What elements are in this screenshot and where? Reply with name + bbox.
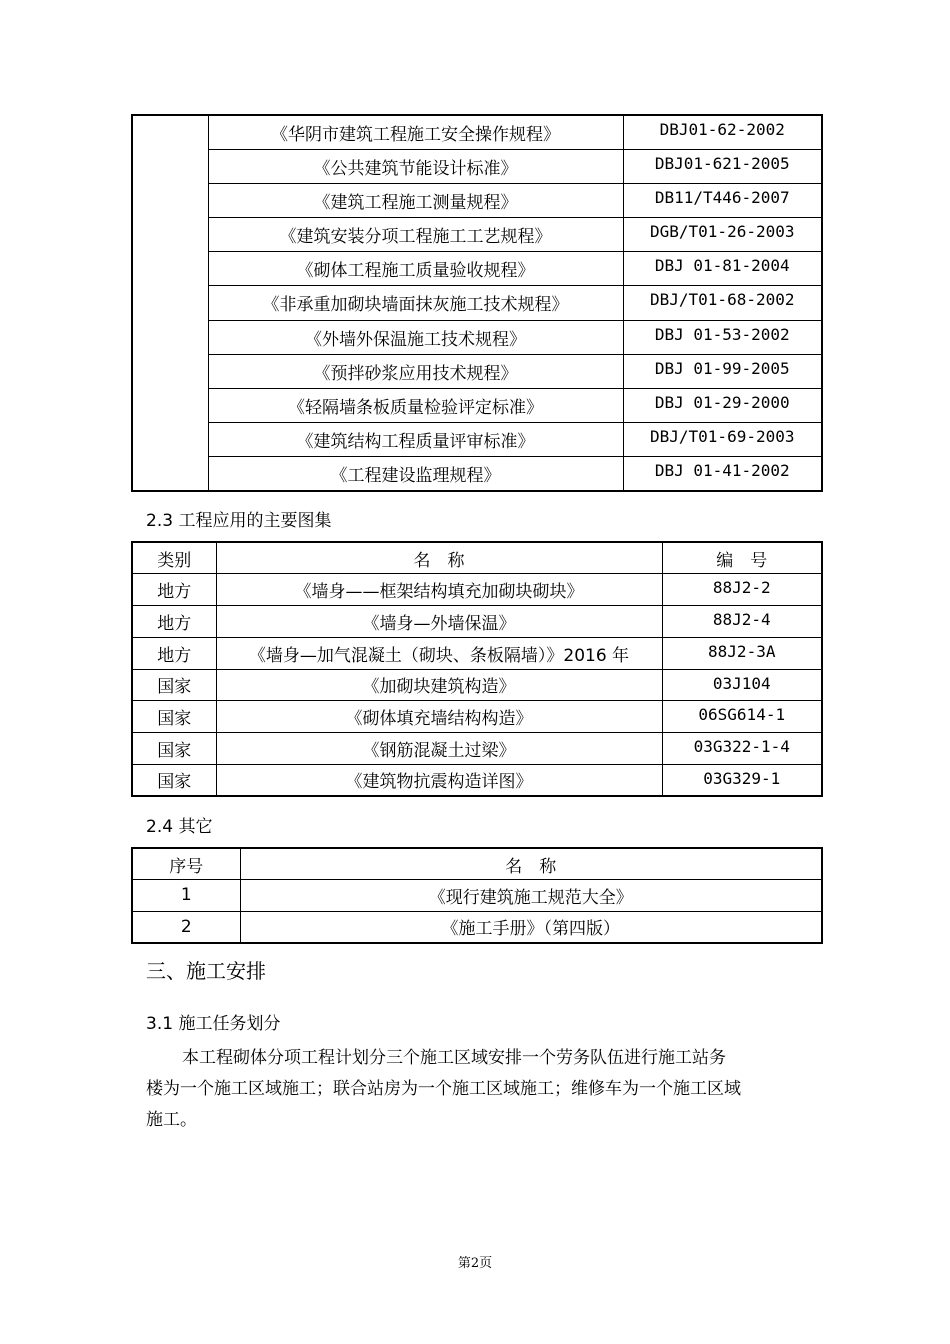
atlas-number: 88J2-2 bbox=[662, 574, 822, 606]
table-row bbox=[132, 764, 822, 796]
table-row bbox=[132, 606, 822, 638]
atlas-heading: 2.3 工程应用的主要图集 bbox=[146, 511, 332, 531]
atlas-number: 88J2-3A bbox=[662, 637, 822, 669]
standard-code: DBJ/T01-69-2003 bbox=[623, 423, 822, 457]
atlas-number: 03G322-1-4 bbox=[662, 733, 822, 765]
standard-code: DBJ 01-53-2002 bbox=[623, 320, 822, 354]
other-name: 《施工手册》（第四版） bbox=[240, 911, 822, 943]
standard-code: DBJ 01-29-2000 bbox=[623, 388, 822, 422]
page-number: 第2页 bbox=[457, 1256, 493, 1271]
table-row bbox=[132, 286, 822, 320]
atlas-number: 03G329-1 bbox=[662, 764, 822, 796]
atlas-name: 《墙身—外墙保温》 bbox=[216, 606, 662, 638]
atlas-name: 《钢筋混凝土过梁》 bbox=[216, 733, 662, 765]
other-table bbox=[131, 847, 823, 944]
atlas-number: 88J2-4 bbox=[662, 606, 822, 638]
atlas-table bbox=[131, 541, 823, 797]
standards-table bbox=[131, 114, 823, 492]
atlas-category: 地方 bbox=[132, 574, 216, 606]
other-header-index: 序号 bbox=[132, 848, 240, 880]
table-row bbox=[132, 457, 822, 491]
table-row bbox=[132, 252, 822, 286]
standard-name: 《华阴市建筑工程施工安全操作规程》 bbox=[208, 115, 623, 149]
table-row bbox=[132, 423, 822, 457]
atlas-number: 06SG614-1 bbox=[662, 701, 822, 733]
table-row bbox=[132, 911, 822, 943]
standard-name: 《非承重加砌块墙面抹灰施工技术规程》 bbox=[208, 286, 623, 320]
standard-name: 《预拌砂浆应用技术规程》 bbox=[208, 354, 623, 388]
atlas-category: 国家 bbox=[132, 764, 216, 796]
standard-code: DBJ 01-41-2002 bbox=[623, 457, 822, 491]
other-heading: 2.4 其它 bbox=[146, 817, 213, 837]
standard-name: 《公共建筑节能设计标准》 bbox=[208, 149, 623, 183]
other-index: 1 bbox=[132, 880, 240, 912]
table-row bbox=[132, 637, 822, 669]
table-row bbox=[132, 320, 822, 354]
other-header-name: 名 称 bbox=[240, 848, 822, 880]
table-row bbox=[132, 669, 822, 701]
standard-name: 《工程建设监理规程》 bbox=[208, 457, 623, 491]
task-division-heading: 3.1 施工任务划分 bbox=[146, 1014, 281, 1034]
table-row bbox=[132, 388, 822, 422]
paragraph-line: 施工。 bbox=[146, 1110, 197, 1130]
standard-code: DBJ 01-99-2005 bbox=[623, 354, 822, 388]
atlas-header-number: 编 号 bbox=[662, 542, 822, 574]
atlas-name: 《墙身—加气混凝土（砌块、条板隔墙）》2016 年 bbox=[216, 637, 662, 669]
task-division-paragraph bbox=[146, 1043, 826, 1136]
table-row bbox=[132, 183, 822, 217]
standard-name: 《建筑工程施工测量规程》 bbox=[208, 183, 623, 217]
chapter-title: 三、施工安排 bbox=[146, 959, 266, 983]
atlas-name: 《建筑物抗震构造详图》 bbox=[216, 764, 662, 796]
standard-name: 《建筑安装分项工程施工工艺规程》 bbox=[208, 218, 623, 252]
table-row bbox=[132, 115, 822, 149]
atlas-category: 地方 bbox=[132, 637, 216, 669]
paragraph-line: 楼为一个施工区域施工；联合站房为一个施工区域施工；维修车为一个施工区域 bbox=[146, 1079, 741, 1099]
standard-code: DBJ01-62-2002 bbox=[623, 115, 822, 149]
standard-code: DBJ/T01-68-2002 bbox=[623, 286, 822, 320]
atlas-category: 国家 bbox=[132, 669, 216, 701]
standard-code: DB11/T446-2007 bbox=[623, 183, 822, 217]
standard-name: 《建筑结构工程质量评审标准》 bbox=[208, 423, 623, 457]
atlas-name: 《墙身——框架结构填充加砌块砌块》 bbox=[216, 574, 662, 606]
standard-name: 《轻隔墙条板质量检验评定标准》 bbox=[208, 388, 623, 422]
other-index: 2 bbox=[132, 911, 240, 943]
atlas-name: 《砌体填充墙结构构造》 bbox=[216, 701, 662, 733]
table-row bbox=[132, 574, 822, 606]
standard-code: DGB/T01-26-2003 bbox=[623, 218, 822, 252]
table-row bbox=[132, 218, 822, 252]
standard-code: DBJ 01-81-2004 bbox=[623, 252, 822, 286]
table-row bbox=[132, 701, 822, 733]
table-row bbox=[132, 880, 822, 912]
atlas-category: 国家 bbox=[132, 733, 216, 765]
paragraph-line: 本工程砌体分项工程计划分三个施工区域安排一个劳务队伍进行施工站务 bbox=[182, 1048, 726, 1068]
atlas-header-name: 名 称 bbox=[216, 542, 662, 574]
atlas-category: 地方 bbox=[132, 606, 216, 638]
other-name: 《现行建筑施工规范大全》 bbox=[240, 880, 822, 912]
standard-name: 《砌体工程施工质量验收规程》 bbox=[208, 252, 623, 286]
atlas-category: 国家 bbox=[132, 701, 216, 733]
standard-name: 《外墙外保温施工技术规程》 bbox=[208, 320, 623, 354]
category-cell bbox=[132, 115, 208, 491]
table-row bbox=[132, 733, 822, 765]
atlas-header-category: 类别 bbox=[132, 542, 216, 574]
standard-code: DBJ01-621-2005 bbox=[623, 149, 822, 183]
atlas-number: 03J104 bbox=[662, 669, 822, 701]
atlas-name: 《加砌块建筑构造》 bbox=[216, 669, 662, 701]
table-row bbox=[132, 354, 822, 388]
table-row bbox=[132, 149, 822, 183]
